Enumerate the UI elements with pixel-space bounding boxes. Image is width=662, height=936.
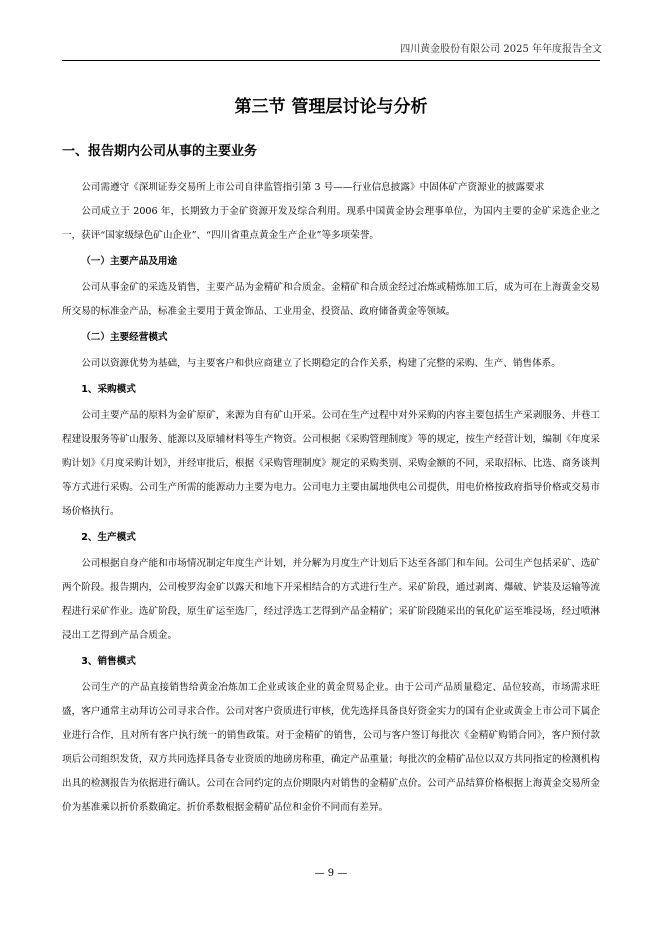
body-text [62,176,600,820]
subheading-business-model: （二）主要经营模式 [81,332,168,343]
paragraph-sales-model: 公司生产的产品直接销售给黄金冶炼加工企业或该企业的黄金贸易企业。由于公司产品质量稳定、品位较高，市场需求旺盛，客户通常主动拜访公司寻求合作。公司对客户资质进行审核，优先选择具备良好资金实力的国有企业或黄金上市公司下属企业进行合作，且对所有客户执行统一的销售政策。对于金精矿的销售，公司与客户签订每批次《金精矿购销合同》，客户预付款项后公司组织发货，双方共同选择具备专业资质的地磅房称重，确定产品重量；每批次的金精矿品位以双方共同指定的检测机构出具的检测报告为依据进行确认。公司在合同约定的点价期限内对销售的金精矿点价。公司产品结算价格根据上海黄金交易所金价为基准乘以折价系数确定。折价系数根据金精矿品位和金价不同而有差异。 [62,682,600,813]
header-divider [62,60,600,61]
section-title: 第三节 管理层讨论与分析 [234,97,428,117]
paragraph-disclosure: 公司需遵守《深圳证券交易所上市公司自律监管指引第 3 号——行业信息披露》中固体矿产资源业的披露要求 [81,182,545,193]
subheading-products: （一）主要产品及用途 [81,256,178,267]
subheading-purchase-model: 1、采购模式 [81,384,136,395]
paragraph-purchase-model: 公司主要产品的原料为金矿原矿，来源为自有矿山开采。公司在生产过程中对外采购的内容主要包括生产采剥服务、井巷工程建设服务等矿山服务、能源以及原辅材料等生产物资。公司根据《采购管理制度》等的规定，按生产经营计划，编制《年度采购计划》《月度采购计划》，并经审批后，根据《采购管理制度》规定的采购类别、采购金额的不同，采取招标、比选、商务谈判等方式进行采购。公司生产所需的能源动力主要为电力。公司电力主要由属地供电公司提供，用电价格按政府指导价格或交易市场价格执行。 [62,410,600,517]
subheading-production-model: 2、生产模式 [81,532,136,543]
chapter-heading: 一、报告期内公司从事的主要业务 [62,144,258,159]
page-number: — 9 — [314,868,348,879]
paragraph-production-model: 公司根据自身产能和市场情况制定年度生产计划，并分解为月度生产计划后下达至各部门和车间。公司生产包括采矿、选矿两个阶段。报告期内，公司梭罗沟金矿以露天和地下开采相结合的方式进行生产。采矿阶段，通过剥离、爆破、铲装及运输等流程进行采矿作业。选矿阶段，原生矿运至选厂，经过浮选工艺得到产品金精矿；采矿阶段随采出的氧化矿运至堆浸场，经过喷淋浸出工艺得到产品合质金。 [62,558,600,641]
paragraph-products: 公司从事金矿的采选及销售，主要产品为金精矿和合质金。金精矿和合质金经过冶炼或精炼加工后，成为可在上海黄金交易所交易的标准金产品，标准金主要用于黄金饰品、工业用金、投资品、政府储备黄金等领域。 [62,282,600,317]
paragraph-company-intro: 公司成立于 2006 年，长期致力于金矿资源开发及综合利用。现系中国黄金协会理事单位，为国内主要的金矿采选企业之一，获评“国家级绿色矿山企业”、“四川省重点黄金生产企业”等多项荣誉。 [62,206,600,241]
paragraph-business-model: 公司以资源优势为基础，与主要客户和供应商建立了长期稳定的合作关系，构建了完整的采购、生产、销售体系。 [81,358,561,369]
subheading-sales-model: 3、销售模式 [81,656,136,667]
running-header: 四川黄金股份有限公司 2025 年年度报告全文 [400,44,602,55]
